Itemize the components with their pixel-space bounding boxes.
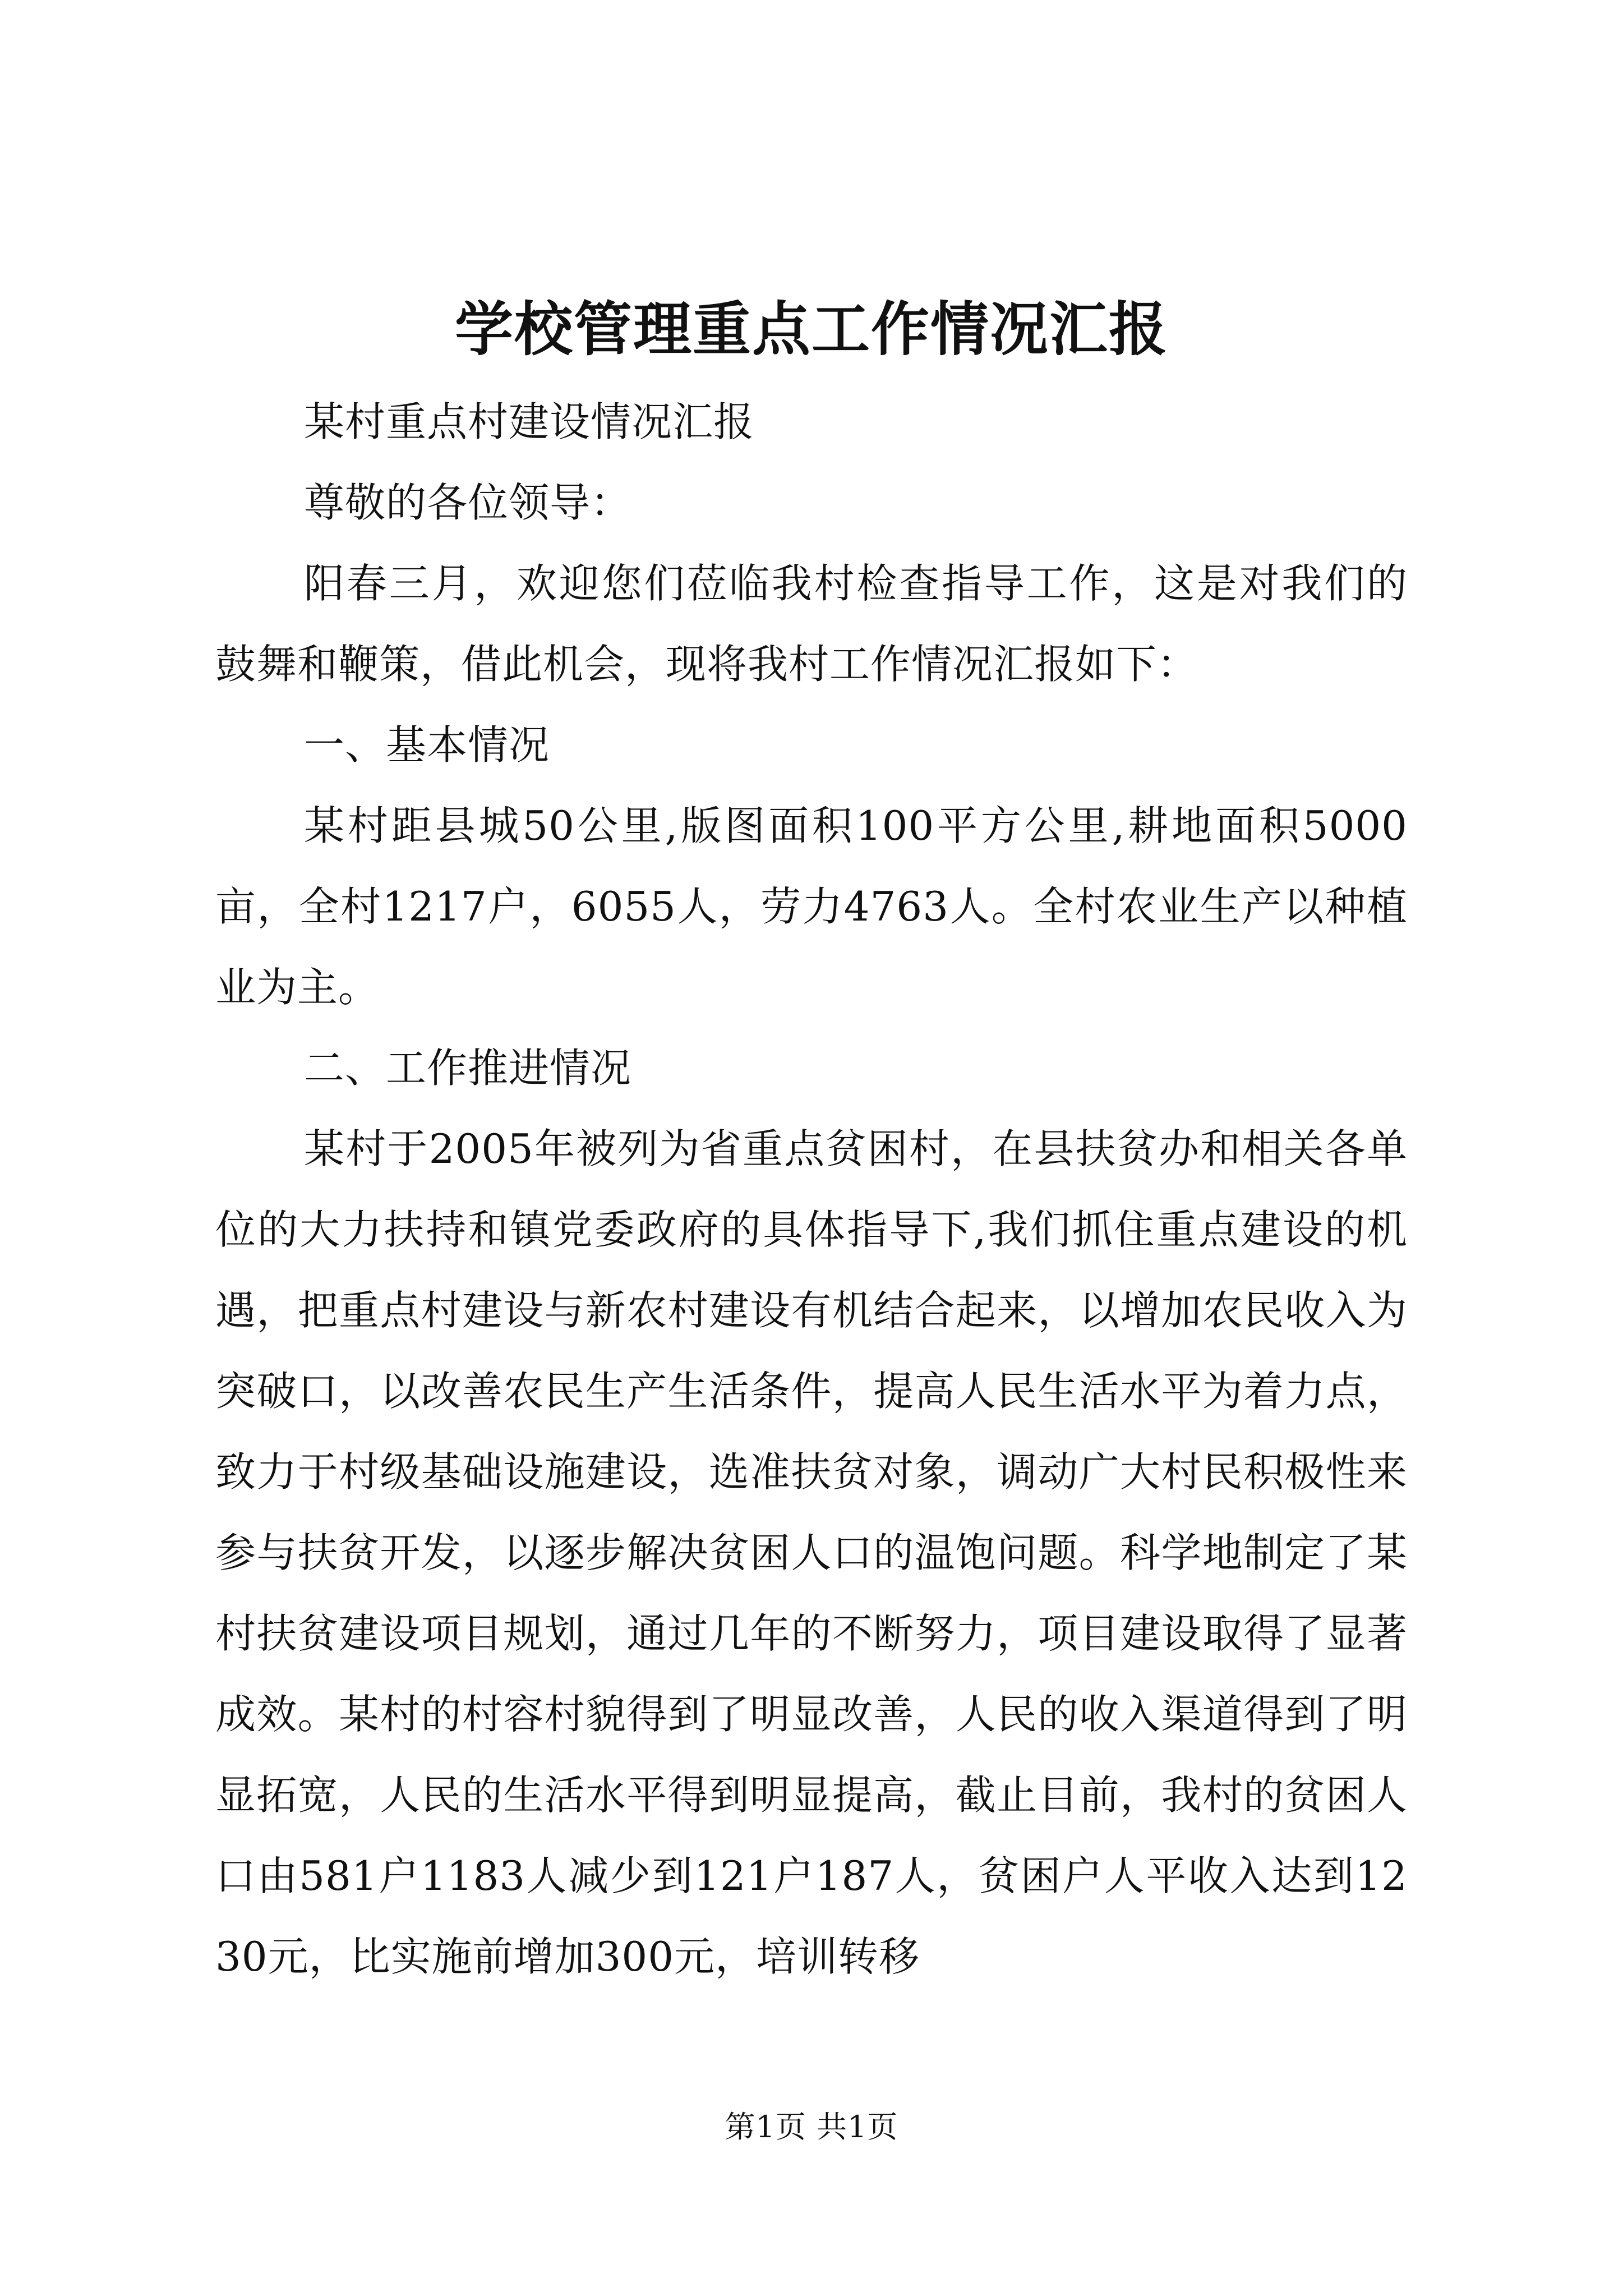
page-footer: 第1页 共1页 [725, 2109, 898, 2145]
document-title: 学校管理重点工作情况汇报 [454, 295, 1168, 364]
section-heading-progress: 二、工作推进情况 [304, 1045, 632, 1092]
section-heading-basic: 一、基本情况 [304, 721, 550, 769]
paragraph-subtitle: 某村重点村建设情况汇报 [304, 398, 755, 445]
paragraph-basic-info: 某村距县城50公里,版图面积100平方公里,耕地面积5000亩，全村1217户，6055人，劳力4763人。全村农业生产以种植业为主。 [215, 802, 1408, 1011]
paragraph-salutation: 尊敬的各位领导： [304, 479, 632, 526]
paragraph-progress: 某村于2005年被列为省重点贫困村，在县扶贫办和相关各单位的大力扶持和镇党委政府的具体指导下,我们抓住重点建设的机遇，把重点村建设与新农村建设有机结合起来，以增加农民收入为突破口，以改善农民生产生活条件，提高人民生活水平为着力点，致力于村级基础设施建设，选准扶贫对象，调动广大村民积极性来参与扶贫开发，以逐步解决贫困人口的温饱问题。科学地制定了某村扶贫建设项目规划，通过几年的不断努力，项目建设取得了显著成效。某村的村容村貌得到了明显改善，人民的收入渠道得到了明显拓宽，人民的生活水平得到明显提高，截止目前，我村的贫困人口由581户1183人减少到121户187人，贫困户人平收入达到1230元，比实施前增加300元，培训转移 [215, 1125, 1408, 1980]
paragraph-intro: 阳春三月，欢迎您们莅临我村检查指导工作，这是对我们的鼓舞和鞭策，借此机会，现将我村工作情况汇报如下： [215, 560, 1408, 688]
document-body [215, 381, 1408, 1997]
